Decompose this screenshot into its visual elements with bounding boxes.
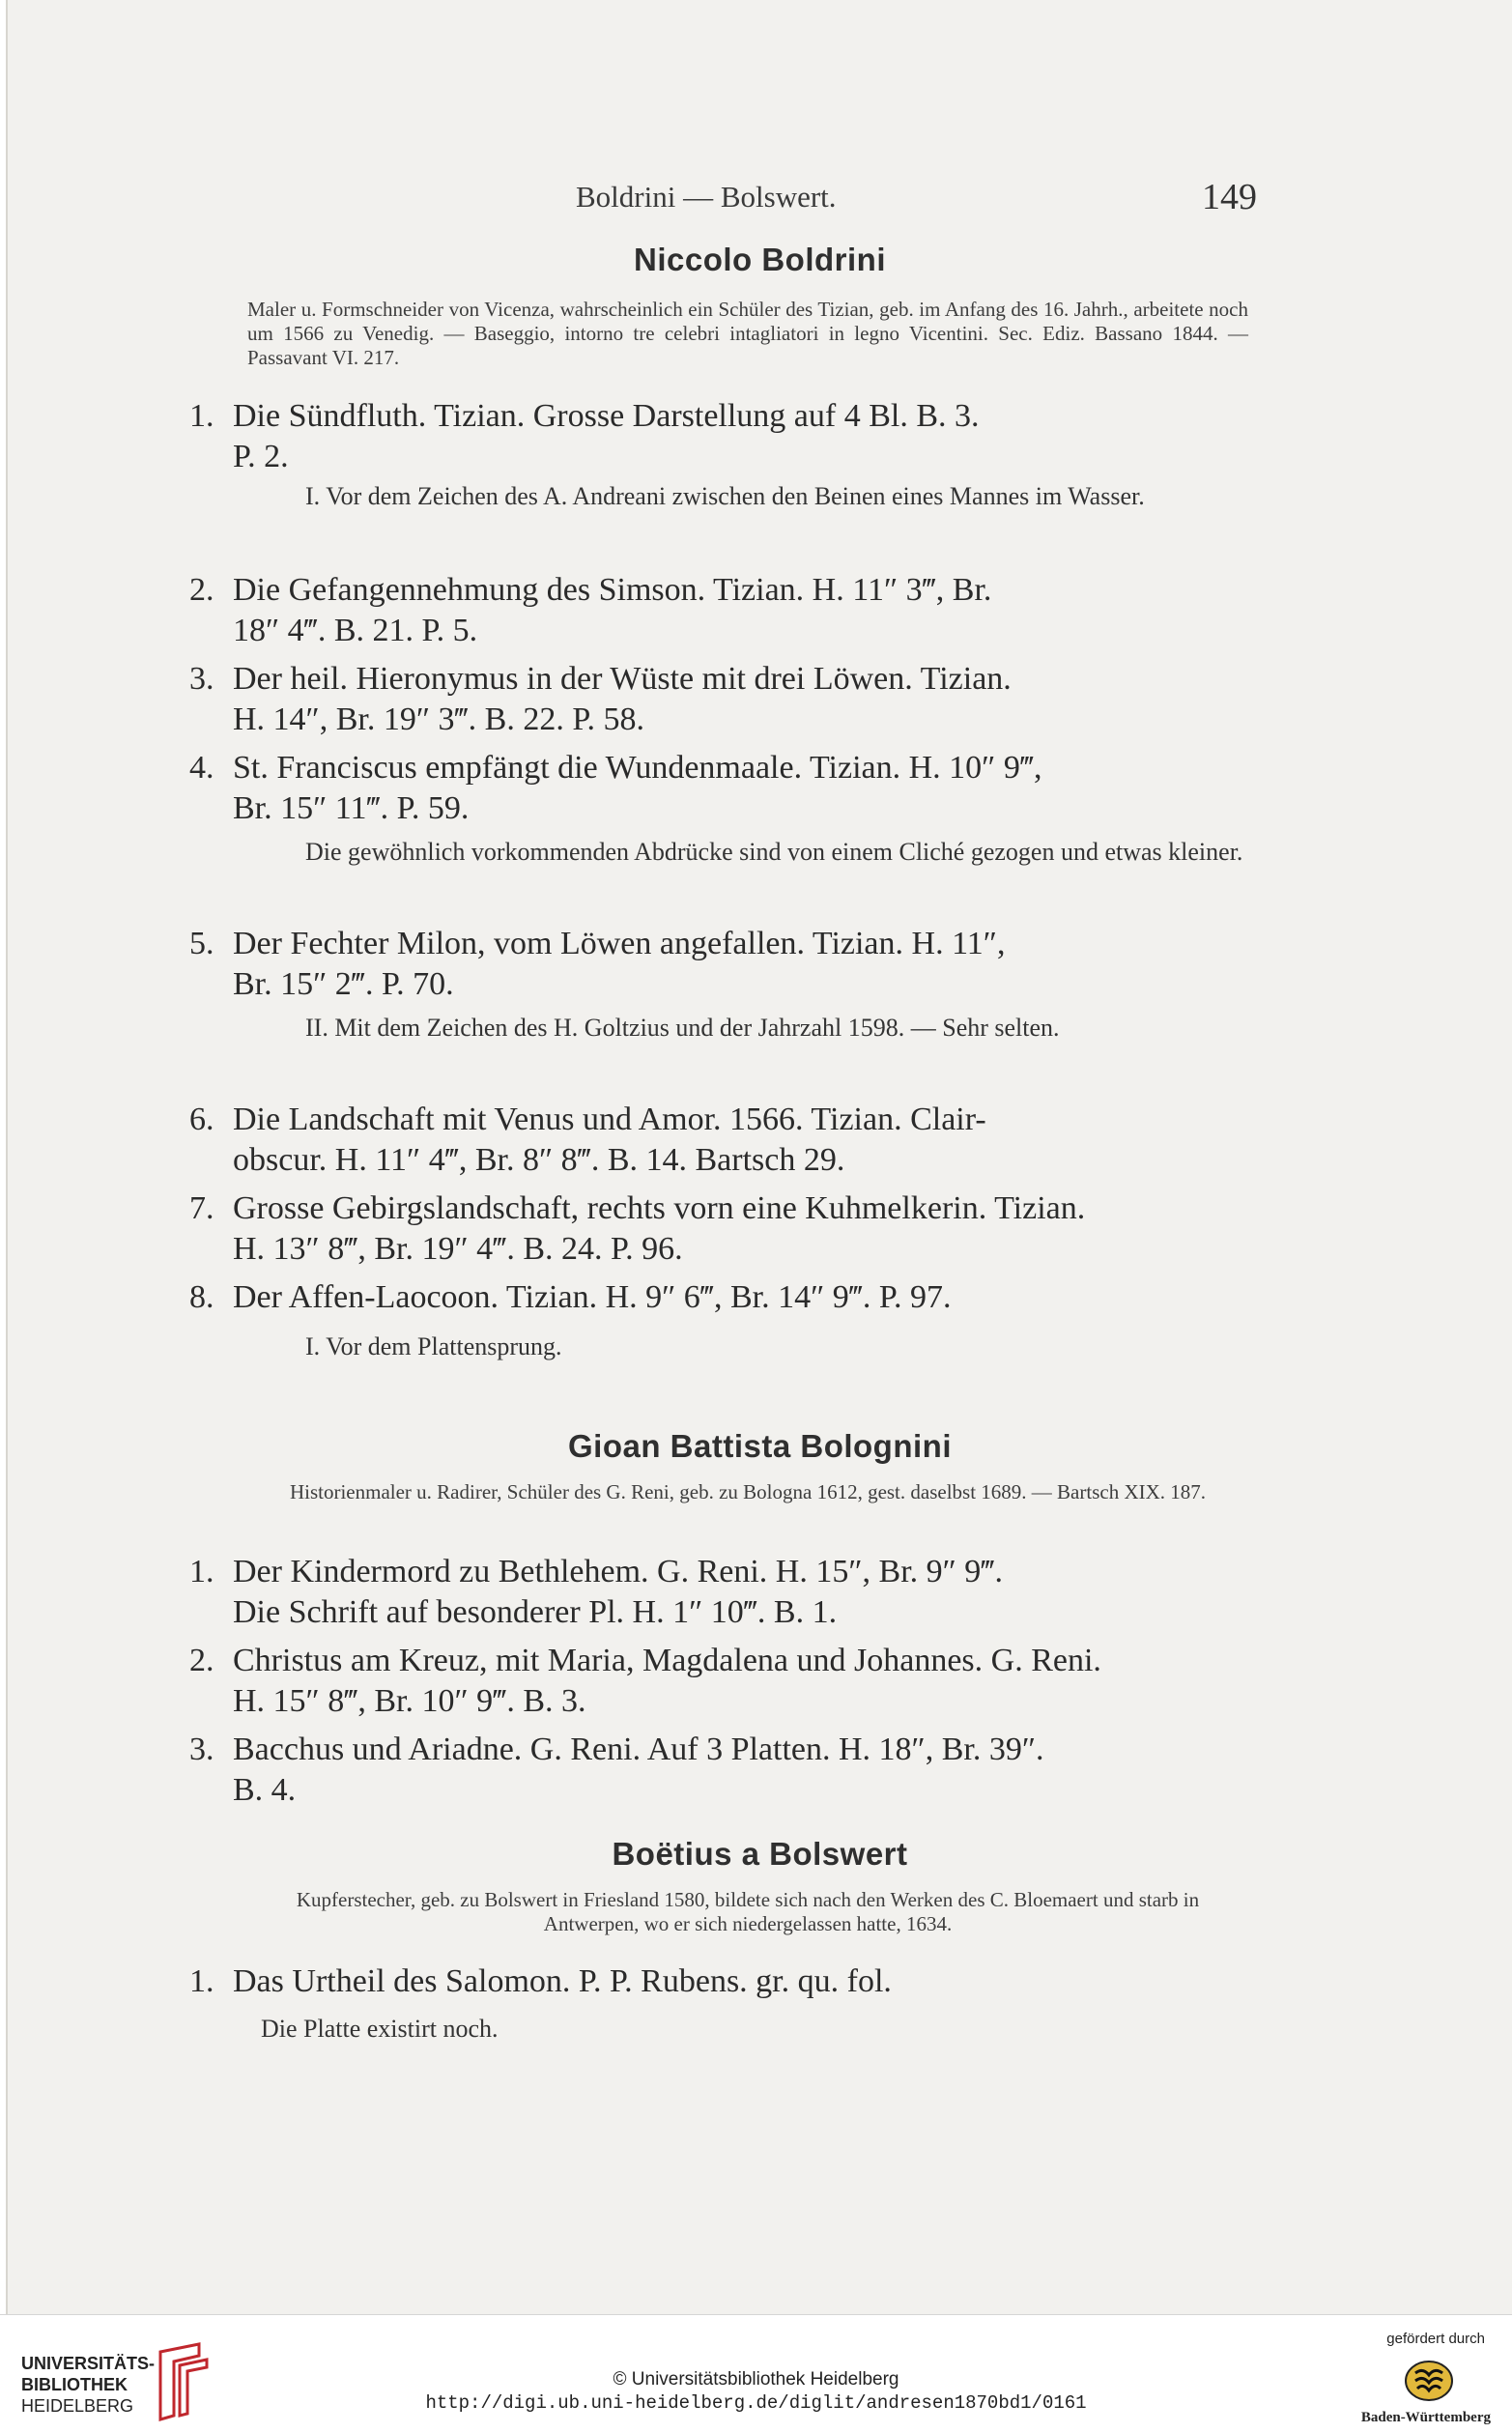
running-title: Boldrini — Bolswert. <box>576 180 837 214</box>
entry-number: 8. <box>189 1279 214 1315</box>
entry-number: 1. <box>189 398 214 434</box>
entry-number: 7. <box>189 1190 214 1226</box>
entry-number: 3. <box>189 661 214 697</box>
entry-note: II. Mit dem Zeichen des H. Goltzius und der Jahrzahl 1598. — Sehr selten. <box>305 1014 1060 1042</box>
entry <box>189 1730 1264 1811</box>
entry-text-cont: Br. 15″ 11‴. P. 59. <box>233 790 470 826</box>
entry-text: Christus am Kreuz, mit Maria, Magdalena und Johannes. G. Reni. <box>233 1643 1101 1678</box>
entry <box>189 1552 1264 1633</box>
library-name-line2: BIBLIOTHEK <box>21 2375 128 2394</box>
footer-bar <box>0 2314 1512 2433</box>
entry-text-cont: H. 15″ 8‴, Br. 10″ 9‴. B. 3. <box>233 1683 586 1719</box>
entry-text-cont: P. 2. <box>233 439 289 474</box>
entry-text-cont: H. 14″, Br. 19″ 3‴. B. 22. P. 58. <box>233 701 644 737</box>
section-title-bolognini: Gioan Battista Bolognini <box>568 1428 952 1464</box>
scanned-page <box>6 0 1512 2314</box>
entry-text-cont: Die Schrift auf besonderer Pl. H. 1″ 10‴. B. 1. <box>233 1594 838 1630</box>
entry <box>189 924 1264 1005</box>
entry-text: Der Fechter Milon, vom Löwen angefallen. Tizian. H. 11″, <box>233 926 1006 961</box>
entry-text: Der Affen-Laocoon. Tizian. H. 9″ 6‴, Br. 14″ 9‴. P. 97. <box>233 1279 952 1315</box>
entry-number: 1. <box>189 1554 214 1589</box>
permalink-url[interactable]: http://digi.ub.uni-heidelberg.de/diglit/andresen1870bd1/0161 <box>425 2392 1087 2414</box>
funded-by-label: gefördert durch <box>1386 2331 1485 2347</box>
entry-text: Der Kindermord zu Bethlehem. G. Reni. H. 15″, Br. 9″ 9‴. <box>233 1554 1003 1589</box>
funder-name: Baden-Württemberg <box>1360 2410 1491 2425</box>
entry-text: Das Urtheil des Salomon. P. P. Rubens. gr. qu. fol. <box>233 1963 892 1999</box>
entry <box>189 1100 1264 1181</box>
entry-text: Der heil. Hieronymus in der Wüste mit drei Löwen. Tizian. <box>233 661 1012 697</box>
entry-number: 5. <box>189 926 214 961</box>
entry-number: 2. <box>189 572 214 608</box>
entry-number: 1. <box>189 1963 214 1999</box>
entry-text-cont: Br. 15″ 2‴. P. 70. <box>233 966 454 1002</box>
library-name-line3: HEIDELBERG <box>21 2396 134 2416</box>
entry-number: 6. <box>189 1102 214 1137</box>
section-title-bolswert: Boëtius a Bolswert <box>612 1836 908 1872</box>
entry <box>189 659 1264 740</box>
entry <box>189 1641 1264 1722</box>
entry-number: 4. <box>189 750 214 786</box>
entry <box>189 1277 1264 1318</box>
entry-text-cont: obscur. H. 11″ 4‴, Br. 8″ 8‴. B. 14. Bartsch 29. <box>233 1142 845 1178</box>
page-number: 149 <box>1202 177 1257 217</box>
entry-number: 3. <box>189 1732 214 1767</box>
section-intro-boldrini: Maler u. Formschneider von Vicenza, wahrscheinlich ein Schüler des Tizian, geb. im Anfang des 16. Jahrh., arbeitete noch um 1566 zu Venedig. — Baseggio, intorno tre celebri intagliatori in legno Vicentini. Sec. Ediz. Bassano 1844. — Passavant VI. 217. <box>247 298 1248 369</box>
entry-text: Bacchus und Ariadne. G. Reni. Auf 3 Platten. H. 18″, Br. 39″. <box>233 1732 1044 1767</box>
entry <box>189 570 1264 651</box>
entry-number: 2. <box>189 1643 214 1678</box>
entry-text-cont: B. 4. <box>233 1772 297 1808</box>
section-intro-bolswert: Kupferstecher, geb. zu Bolswert in Friesland 1580, bildete sich nach den Werken des C. Bloemaert und starb in Antwerpen, wo er sich niedergelassen hatte, 1634. <box>296 1888 1200 1935</box>
entry-text: Grosse Gebirgslandschaft, rechts vorn eine Kuhmelkerin. Tizian. <box>233 1190 1086 1226</box>
entry <box>189 1961 1264 2002</box>
entry <box>189 748 1264 829</box>
section-intro-bolognini: Historienmaler u. Radirer, Schüler des G. Reni, geb. zu Bologna 1612, gest. daselbst 1689. — Bartsch XIX. 187. <box>289 1480 1207 1503</box>
entry-text-cont: 18″ 4‴. B. 21. P. 5. <box>233 613 478 648</box>
entry-note: I. Vor dem Plattensprung. <box>305 1332 562 1360</box>
entry-text: Die Gefangennehmung des Simson. Tizian. H. 11″ 3‴, Br. <box>233 572 992 608</box>
entry <box>189 396 1264 477</box>
entry-text: Die Sündfluth. Tizian. Grosse Darstellung auf 4 Bl. B. 3. <box>233 398 980 434</box>
entry-note: Die gewöhnlich vorkommenden Abdrücke sind von einem Cliché gezogen und etwas kleiner. <box>305 838 1243 866</box>
library-name-line1: UNIVERSITÄTS- <box>21 2354 156 2373</box>
entry-note: I. Vor dem Zeichen des A. Andreani zwischen den Beinen eines Mannes im Wasser. <box>305 482 1145 510</box>
entry-note: Die Platte existirt noch. <box>261 2015 499 2043</box>
entry-text: St. Franciscus empfängt die Wundenmaale. Tizian. H. 10″ 9‴, <box>233 750 1042 786</box>
entry <box>189 1188 1264 1270</box>
entry-text: Die Landschaft mit Venus und Amor. 1566. Tizian. Clair- <box>233 1102 986 1137</box>
copyright-text: © Universitätsbibliothek Heidelberg <box>613 2369 899 2390</box>
coat-of-arms-icon <box>1404 2356 1454 2406</box>
section-title-boldrini: Niccolo Boldrini <box>633 242 886 277</box>
entry-text-cont: H. 13″ 8‴, Br. 19″ 4‴. B. 24. P. 96. <box>233 1231 683 1267</box>
